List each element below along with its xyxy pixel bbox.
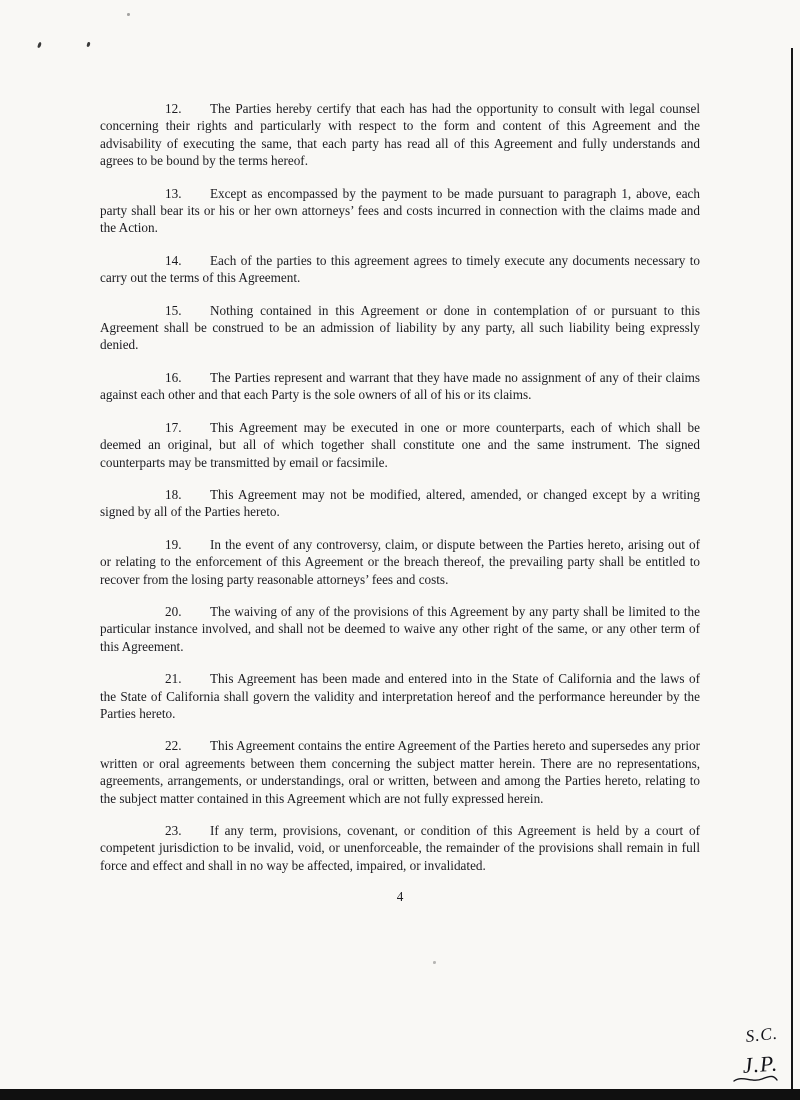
paragraph-number: 22. [165, 738, 182, 754]
agreement-paragraph [100, 670, 700, 722]
initials-bottom: J.P. [741, 1050, 779, 1078]
agreement-paragraph [100, 185, 700, 237]
agreement-paragraph [100, 100, 700, 170]
agreement-body [100, 100, 700, 905]
scan-artifact [37, 42, 42, 49]
paragraph-text: This Agreement may not be modified, altered, amended, or changed except by a writing signed by all of the Parties hereto. [100, 486, 700, 520]
agreement-paragraph [100, 419, 700, 471]
paragraph-text: The Parties hereby certify that each has had the opportunity to consult with legal counsel concerning their rights and particularly with respect to the form and content of this Agreement and the advisability of executing the same, that each party has read all of this Agreement and fully understands and agrees to be bound by the terms hereof. [100, 101, 700, 169]
paragraph-text: If any term, provisions, covenant, or condition of this Agreement is held by a court of competent jurisdiction to be invalid, void, or unenforceable, the remainder of the provisions shall remain in full force and effect and shall in no way be affected, impaired, or invalidated. [100, 823, 700, 873]
agreement-paragraph [100, 603, 700, 655]
paragraph-number: 23. [165, 823, 182, 838]
paragraph-text: In the event of any controversy, claim, or dispute between the Parties hereto, arising out of or relating to the enforcement of this Agreement or the breach thereof, the prevailing party shall be entitled to recover from the losing party reasonable attorneys’ fees and costs. [100, 536, 700, 587]
paragraph-text: Except as encompassed by the payment to be made pursuant to paragraph 1, above, each party shall bear its or his or her own attorneys’ fees and costs incurred in connection with the claims made and the Action. [100, 185, 700, 236]
paragraph-list [100, 100, 700, 874]
page-number: 4 [396, 889, 404, 905]
agreement-paragraph [100, 369, 700, 404]
initials-top: S.C. [744, 1023, 779, 1046]
paragraph-number: 18. [165, 486, 182, 502]
scan-artifact [433, 961, 436, 964]
scan-edge-bottom [0, 1089, 800, 1100]
paragraph-number: 16. [165, 369, 182, 385]
paragraph-number: 19. [165, 536, 182, 552]
scan-artifact [127, 13, 130, 16]
paragraph-text: The waiving of any of the provisions of this Agreement by any party shall be limited to the particular instance involved, and shall not be deemed to waive any other right of the same, or any other term of this Agreement. [100, 603, 700, 654]
agreement-paragraph [100, 536, 700, 588]
paragraph-number: 17. [165, 419, 182, 435]
paragraph-text: This Agreement may be executed in one or more counterparts, each of which shall be deemed an original, but all of which together shall constitute one and the same instrument. The signed counterparts may be transmitted by email or facsimile. [100, 419, 700, 470]
agreement-paragraph [100, 822, 700, 874]
paragraph-number: 15. [165, 302, 182, 318]
paragraph-number: 13. [165, 185, 182, 201]
paragraph-text: This Agreement contains the entire Agreement of the Parties hereto and supersedes any prior written or oral agreements between them concerning the subject matter herein. There are no representations, agreements, arrangements, or understandings, oral or written, between and among the Parties hereto, relating to the subject matter contained in this Agreement which are not fully expressed herein. [100, 738, 700, 806]
paragraph-text: Nothing contained in this Agreement or done in contemplation of or pursuant to this Agreement shall be construed to be an admission of liability by any party, all such liability being expressly denied. [100, 302, 700, 353]
agreement-paragraph [100, 252, 700, 287]
paragraph-text: This Agreement has been made and entered into in the State of California and the laws of the State of California shall govern the validity and interpretation hereof and the performance hereunder by the Parties hereto. [100, 671, 700, 721]
paragraph-number: 14. [165, 252, 182, 268]
scan-edge-right [791, 48, 793, 1100]
paragraph-text: The Parties represent and warrant that they have made no assignment of any of their claims against each other and that each Party is the sole owners of all of his or its claims. [100, 369, 700, 403]
scan-artifact [86, 42, 90, 48]
paragraph-text: Each of the parties to this agreement agrees to timely execute any documents necessary to carry out the terms of this Agreement. [100, 252, 700, 286]
agreement-paragraph [100, 486, 700, 521]
paragraph-number: 12. [165, 101, 182, 116]
signature-initials [732, 1023, 779, 1084]
paragraph-number: 20. [165, 603, 182, 619]
paragraph-number: 21. [165, 671, 182, 687]
agreement-paragraph [100, 737, 700, 807]
agreement-paragraph [100, 302, 700, 354]
